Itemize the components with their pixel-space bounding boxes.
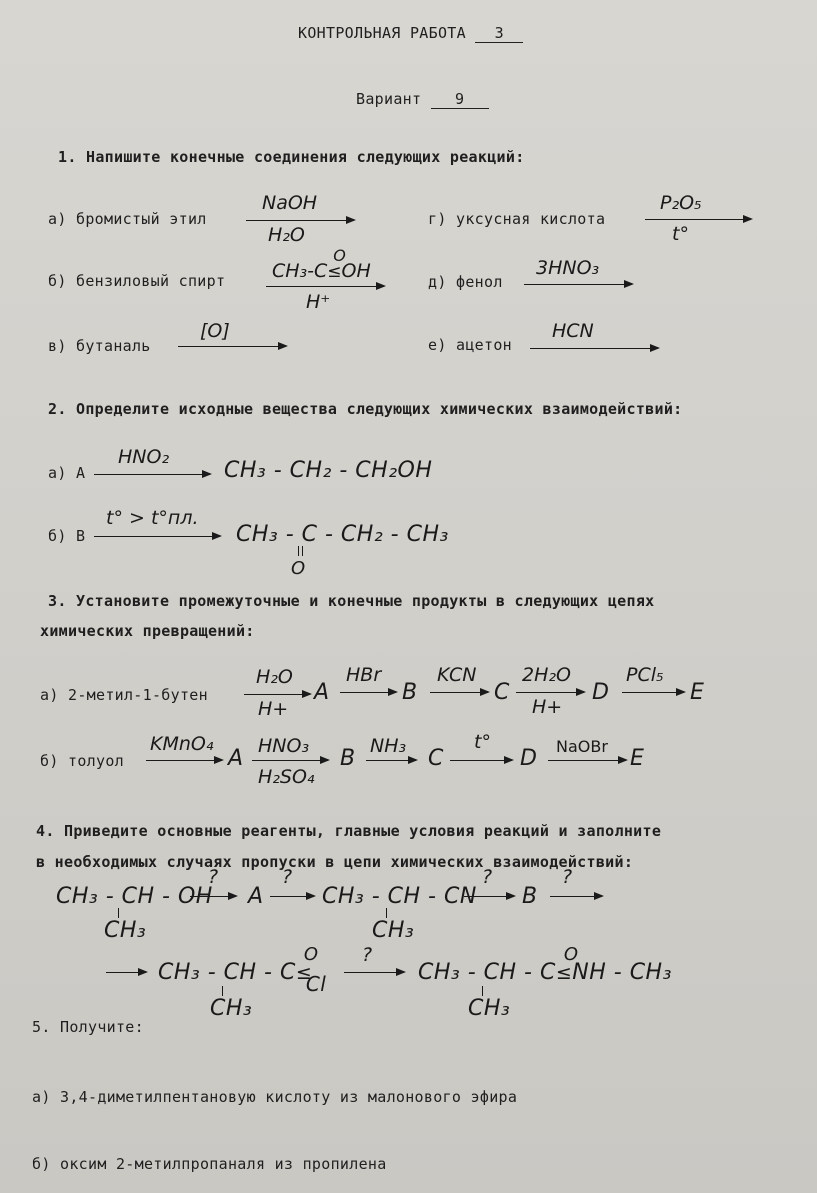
q3-a-r4-below: H+ <box>532 696 563 718</box>
q1-a-label: а) бромистый этил <box>48 210 207 228</box>
q4-q2: ? <box>282 866 293 888</box>
q4-line1: 4. Приведите основные реагенты, главные условия реакций и заполните <box>36 822 662 840</box>
q3-a-r1-below: H+ <box>258 698 289 720</box>
q3-a-s4: D <box>592 680 610 705</box>
q2-text: 2. Определите исходные вещества следующих химических взаимодействий: <box>48 400 683 418</box>
variant-label: Вариант <box>356 90 422 108</box>
q4-line2: в необходимых случаях пропуски в цепи химических взаимодействий: <box>36 853 634 871</box>
q5-text: 5. Получите: <box>32 1018 144 1036</box>
q4-arrow-5 <box>106 972 146 973</box>
q1-a-above: NaOH <box>262 192 318 214</box>
q1-b-label: б) бензиловый спирт <box>48 272 226 290</box>
q1-e-label: д) фенол <box>428 273 503 291</box>
q4-c2-bond <box>386 908 387 918</box>
q3-b-r3-above: NH₃ <box>370 735 407 757</box>
q1-b-arrow <box>266 286 384 287</box>
q1-b-above: CH₃-C≤ O OH <box>272 246 371 282</box>
q3-a-label: а) 2-метил-1-бутен <box>40 686 208 704</box>
q3-b-s2: B <box>340 746 356 771</box>
q3-b-r5-arrow <box>548 760 626 761</box>
q3-b-s4: D <box>520 746 538 771</box>
q3-b-r2-below: H₂SO₄ <box>258 766 315 788</box>
q3-a-s1: A <box>314 680 330 705</box>
q3-b-s5: E <box>630 746 645 771</box>
q3-a-r1-above: H₂O <box>256 666 293 688</box>
q1-c-label: в) бутаналь <box>48 337 151 355</box>
q2-a-label: а) А <box>48 464 86 482</box>
q1-f-label: е) ацетон <box>428 336 512 354</box>
q2-b-label: б) В <box>48 527 86 545</box>
q3-b-r1-above: KMnO₄ <box>150 733 214 755</box>
q3-b-r4-above: t° <box>474 731 491 753</box>
q1-a-arrow <box>246 220 354 221</box>
q3-b-s3: C <box>428 746 444 771</box>
q1-c-above: [O] <box>200 320 230 342</box>
q4-arrow-4 <box>550 896 602 897</box>
q4-c1-sub: CH₃ <box>104 918 147 943</box>
q4-q5: ? <box>362 944 373 966</box>
q3-a-r2-above: HBr <box>346 664 382 686</box>
q4-c4-bond <box>482 986 483 996</box>
q5-b: б) оксим 2-метилпропаналя из пропилена <box>32 1155 387 1173</box>
q2-a-above: HNO₂ <box>118 446 170 468</box>
q4-q3: ? <box>482 866 493 888</box>
q3-line2: химических превращений: <box>40 622 255 640</box>
q2-b-product: CH₃ - C - CH₂ - CH₃ <box>236 522 449 547</box>
q1-b-below: H⁺ <box>306 291 331 313</box>
q3-a-r4-arrow <box>516 692 584 693</box>
q2-a-product: CH₃ - CH₂ - CH₂OH <box>224 458 433 483</box>
q2-b-double-bond-1 <box>298 546 299 556</box>
q4-arrow-2 <box>270 896 314 897</box>
q4-arrow-6 <box>344 972 404 973</box>
header-title-line <box>298 24 523 43</box>
q4-arrow-1 <box>190 896 236 897</box>
q2-b-above: t° > t°пл. <box>106 507 199 529</box>
q2-b-arrow <box>94 536 220 537</box>
q3-b-r5-above: NaOBr <box>556 737 608 756</box>
q1-d-label: г) уксусная кислота <box>428 210 606 228</box>
q1-a-below: H₂O <box>268 224 305 246</box>
q1-text: 1. Напишите конечные соединения следующих реакций: <box>58 148 525 166</box>
q1-e-above: 3HNO₃ <box>536 257 600 279</box>
q4-c1-bond <box>118 908 119 918</box>
q4-c2-sub: CH₃ <box>372 918 415 943</box>
q4-c3-bond <box>222 986 223 996</box>
q3-a-s2: B <box>402 680 418 705</box>
q3-b-r4-arrow <box>450 760 512 761</box>
q3-a-r5-arrow <box>622 692 684 693</box>
q4-arrow-3 <box>464 896 514 897</box>
q4-c2: CH₃ - CH - CN <box>322 884 477 909</box>
q4-s2: B <box>522 884 538 909</box>
header-number: 3 <box>475 24 523 43</box>
q1-d-arrow <box>645 219 751 220</box>
q2-b-double-bond-2 <box>302 546 303 556</box>
q4-c3-sub: CH₃ <box>210 996 253 1021</box>
header-title: КОНТРОЛЬНАЯ РАБОТА <box>298 24 466 42</box>
q3-a-r3-above: KCN <box>437 664 477 686</box>
q3-b-label: б) толуол <box>40 752 124 770</box>
q3-a-r1-arrow <box>244 694 310 695</box>
q2-a-arrow <box>94 474 210 475</box>
q3-a-s5: E <box>690 680 705 705</box>
q1-f-arrow <box>530 348 658 349</box>
q4-c3: CH₃ - CH - C≤ O Cl <box>158 944 327 996</box>
q3-b-s1: A <box>228 746 244 771</box>
q4-q1: ? <box>208 866 219 888</box>
q1-d-above: P₂O₅ <box>660 192 702 214</box>
variant-line <box>356 90 489 109</box>
q1-f-above: HCN <box>552 320 594 342</box>
q3-b-r3-arrow <box>366 760 416 761</box>
q1-e-arrow <box>524 284 632 285</box>
q3-b-r1-arrow <box>146 760 222 761</box>
q4-c4-sub: CH₃ <box>468 996 511 1021</box>
q4-s1: A <box>248 884 264 909</box>
q4-q4: ? <box>562 866 573 888</box>
q3-b-r2-above: HNO₃ <box>258 735 310 757</box>
variant-number: 9 <box>431 90 489 109</box>
q3-a-s3: C <box>494 680 510 705</box>
q3-a-r3-arrow <box>430 692 488 693</box>
q3-a-r4-above: 2H₂O <box>522 664 571 686</box>
q3-a-r2-arrow <box>340 692 396 693</box>
q3-b-r2-arrow <box>252 760 328 761</box>
q2-b-oxygen: O <box>291 558 306 579</box>
q3-a-r5-above: PCl₅ <box>626 664 664 686</box>
q1-d-below: t° <box>672 223 689 245</box>
q5-a: а) 3,4-диметилпентановую кислоту из малонового эфира <box>32 1088 518 1106</box>
q1-c-arrow <box>178 346 286 347</box>
q4-c1: CH₃ - CH - OH <box>56 884 213 909</box>
q3-line1: 3. Установите промежуточные и конечные продукты в следующих цепях <box>48 592 655 610</box>
q4-c4: CH₃ - CH - C≤ O NH - CH₃ <box>418 944 672 985</box>
